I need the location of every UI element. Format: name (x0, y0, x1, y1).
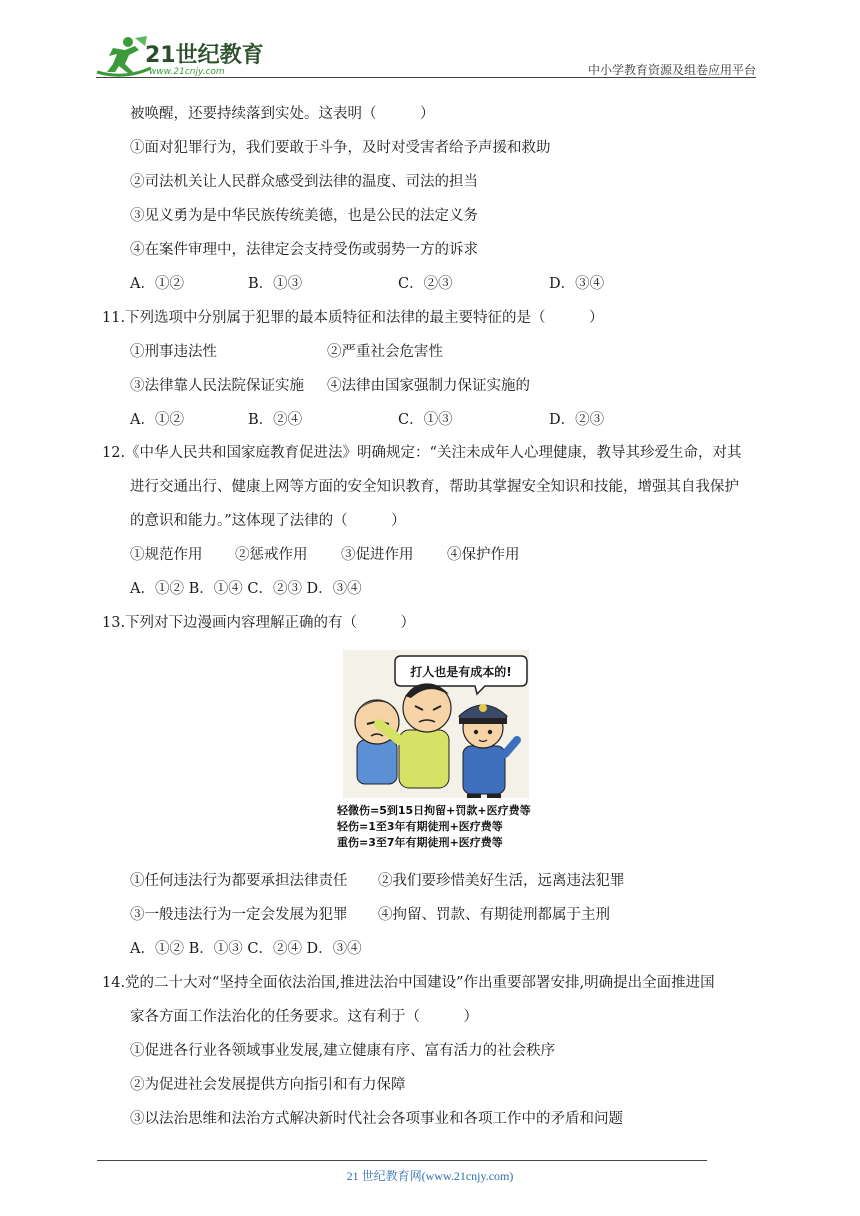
footer-divider (97, 1160, 707, 1161)
cartoon-person-victim (355, 700, 399, 784)
q13-cartoon (335, 650, 565, 856)
q12-item: ④保护作用 (447, 547, 520, 563)
q12-item: ③促进作用 (341, 547, 414, 563)
q10-stem: 被唤醒，还要持续落到实处。这表明（ ） (130, 106, 435, 122)
q10-option-a[interactable]: A．①② (130, 276, 184, 292)
q14-item: ②为促进社会发展提供方向指引和有力保障 (130, 1077, 406, 1093)
cartoon-caption: 重伤=3至7年有期徒刑+医疗费等 (337, 836, 503, 849)
footer-link[interactable]: 21 世纪教育网(www.21cnjy.com) (346, 1169, 514, 1183)
q13-stem: 13.下列对下边漫画内容理解正确的有（ ） (102, 615, 416, 631)
q11-item: ④法律由国家强制力保证实施的 (327, 378, 530, 394)
q13-options[interactable]: A．①② B．①③ C．②④ D．③④ (130, 941, 362, 957)
q11-option-b[interactable]: B．②④ (248, 412, 303, 428)
site-logo (95, 34, 265, 78)
q14-item: ①促进各行业各领域事业发展,建立健康有序、富有活力的社会秩序 (130, 1043, 556, 1059)
q12-options[interactable]: A．①② B．①④ C．②③ D．③④ (130, 581, 362, 597)
q14-item: ③以法治思维和法治方式解决新时代社会各项事业和各项工作中的矛盾和问题 (130, 1111, 623, 1127)
q11-item: ①刑事违法性 (130, 344, 217, 360)
q12-item: ①规范作用 (130, 547, 203, 563)
q11-item: ②严重社会危害性 (327, 344, 443, 360)
q10-item: ①面对犯罪行为，我们要敢于斗争，及时对受害者给予声援和救助 (130, 140, 551, 156)
q13-item: ①任何违法行为都要承担法律责任 (130, 873, 348, 889)
cartoon-caption: 轻微伤=5到15日拘留+罚款+医疗费等 (337, 804, 531, 817)
q10-item: ④在案件审理中，法律定会支持受伤或弱势一方的诉求 (130, 242, 478, 258)
logo-text: 21世纪教育 (145, 43, 264, 68)
q10-option-b[interactable]: B．①③ (248, 276, 303, 292)
runner-icon (97, 36, 151, 75)
header-tagline: 中小学教育资源及组卷应用平台 (587, 63, 756, 77)
q10-option-d[interactable]: D．③④ (549, 276, 605, 292)
q10-item: ③见义勇为是中华民族传统美德，也是公民的法定义务 (130, 208, 478, 224)
q14-stem-line: 家各方面工作法治化的任务要求。这有利于（ ） (130, 1009, 478, 1025)
header-divider (96, 77, 756, 78)
page-header (0, 0, 860, 82)
q13-item: ③一般违法行为一定会发展为犯罪 (130, 907, 348, 923)
speech-bubble-text: 打人也是有成本的! (410, 665, 512, 679)
q11-stem: 11.下列选项中分别属于犯罪的最本质特征和法律的最主要特征的是（ ） (102, 310, 604, 326)
q13-item: ④拘留、罚款、有期徒刑都属于主刑 (378, 907, 610, 923)
q12-stem-line: 进行交通出行、健康上网等方面的安全知识教育，帮助其掌握安全知识和技能，增强其自我保护 (130, 479, 739, 495)
q11-item: ③法律靠人民法院保证实施 (130, 378, 304, 394)
q11-option-d[interactable]: D．②③ (549, 412, 605, 428)
cartoon-caption: 轻伤=1至3年有期徒刑+医疗费等 (337, 820, 503, 833)
q11-option-a[interactable]: A．①② (130, 412, 184, 428)
q14-stem-line: 14.党的二十大对“坚持全面依法治国,推进法治中国建设”作出重要部署安排,明确提出全面推进国 (102, 975, 715, 991)
q12-stem-line: 的意识和能力。”这体现了法律的（ ） (130, 513, 406, 529)
logo-url-text: www.21cnjy.com (149, 67, 225, 77)
q13-item: ②我们要珍惜美好生活，远离违法犯罪 (378, 873, 625, 889)
cartoon-illustration (335, 650, 565, 856)
q12-item: ②惩戒作用 (235, 547, 308, 563)
q10-option-c[interactable]: C．②③ (398, 276, 453, 292)
q12-stem-line: 12.《中华人民共和国家庭教育促进法》明确规定：“关注未成年人心理健康，教导其珍爱生命，对其 (102, 445, 742, 461)
q10-item: ②司法机关让人民群众感受到法律的温度、司法的担当 (130, 174, 478, 190)
q11-option-c[interactable]: C．①③ (398, 412, 453, 428)
